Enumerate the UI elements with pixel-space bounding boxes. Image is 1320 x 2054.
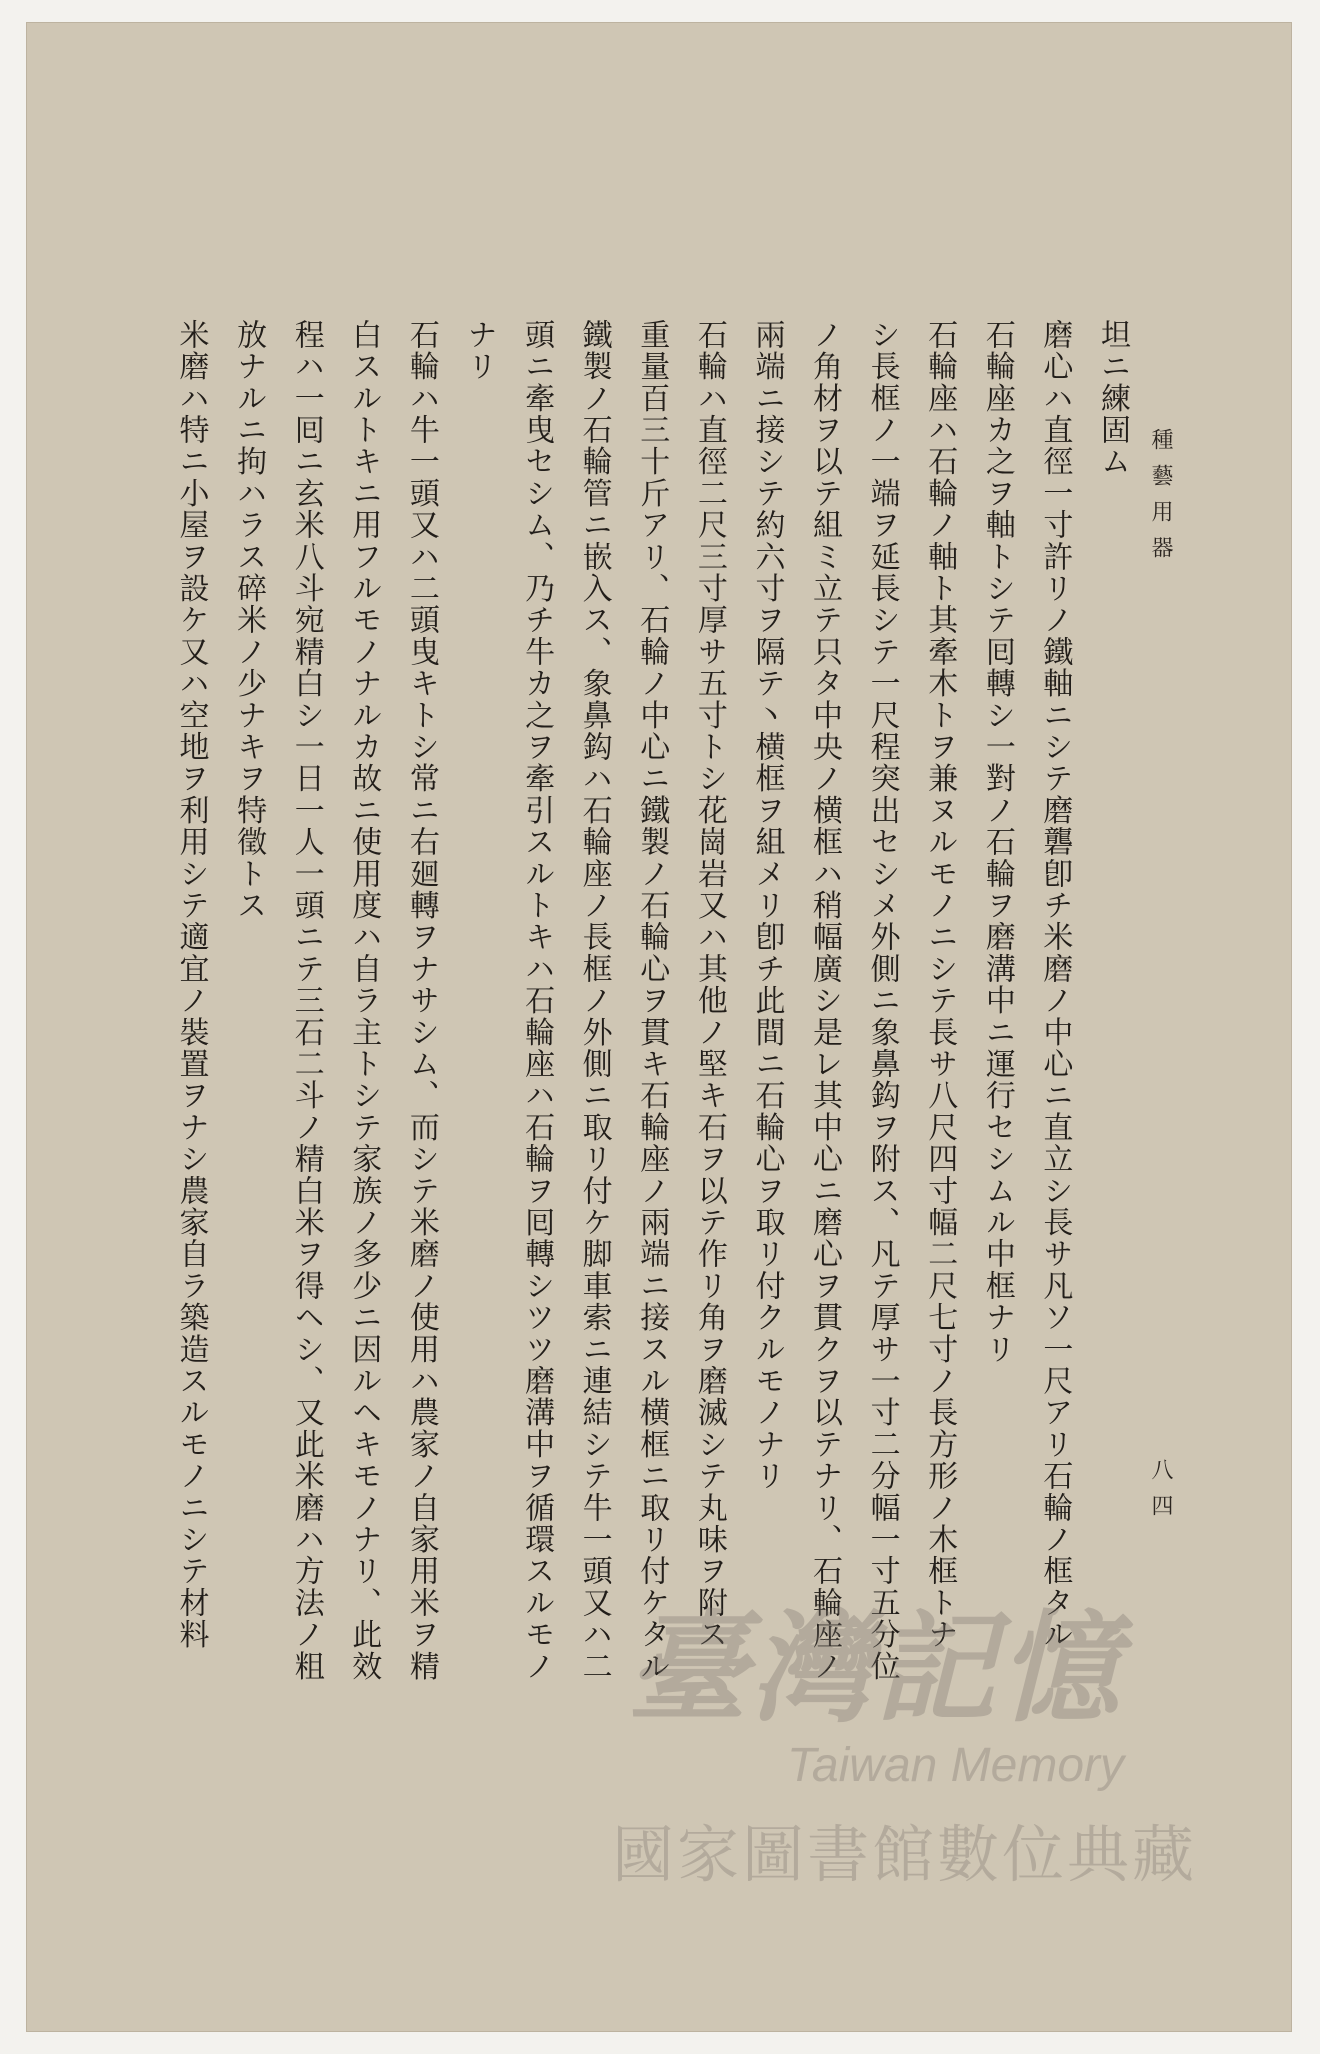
text-column: 石輪ハ牛一頭又ハ二頭曳キトシ常ニ右廻轉ヲナサシム、而シテ米磨ノ使用ハ農家ノ自家用米ヲ精 <box>403 319 439 1683</box>
book-page <box>26 22 1292 2032</box>
body-text <box>162 319 1141 1879</box>
watermark-english: Taiwan Memory <box>787 1739 1125 1792</box>
watermark-logo: 臺灣記憶 <box>627 1598 1123 1739</box>
text-column: 程ハ一囘ニ玄米八斗宛精白シ一日一人一頭ニテ三石二斗ノ精白米ヲ得ヘシ、又此米磨ハ方法ノ粗 <box>288 319 324 1683</box>
running-title: 種藝用器 <box>1148 428 1173 572</box>
text-column: 鐵製ノ石輪管ニ嵌入ス、象鼻鈎ハ石輪座ノ長框ノ外側ニ取リ付ケ脚車索ニ連結シテ牛一頭又ハ二 <box>576 319 612 1683</box>
text-column: 頭ニ牽曳セシム、乃チ牛カ之ヲ牽引スルトキハ石輪座ハ石輪ヲ囘轉シツツ磨溝中ヲ循環スルモノ <box>519 319 555 1683</box>
text-column: ナリ <box>461 319 497 383</box>
text-column: 放ナルニ拘ハラス碎米ノ少ナキヲ特徵トス <box>231 319 267 922</box>
text-column: 石輪座カ之ヲ軸トシテ囘轉シ一對ノ石輪ヲ磨溝中ニ運行セシムル中框ナリ <box>979 319 1015 1366</box>
text-column: ノ角材ヲ以テ組ミ立テ只タ中央ノ横框ハ稍幅廣シ是レ其中心ニ磨心ヲ貫クヲ以テナリ、石輪座ノ <box>807 319 843 1683</box>
page-number: 八四 <box>1148 1458 1173 1530</box>
text-column: 石輪座ハ石輪ノ軸ト其牽木トヲ兼ヌルモノニシテ長サ八尺四寸幅二尺七寸ノ長方形ノ木框トナ <box>922 319 958 1651</box>
text-column: 兩端ニ接シテ約六寸ヲ隔テ丶横框ヲ組メリ卽チ此間ニ石輪心ヲ取リ付クルモノナリ <box>749 319 785 1492</box>
text-column: 米磨ハ特ニ小屋ヲ設ケ又ハ空地ヲ利用シテ適宜ノ裝置ヲナシ農家自ラ築造スルモノニシテ材料 <box>173 319 209 1651</box>
text-column: 白スルトキニ用フルモノナルカ故ニ使用度ハ自ラ主トシテ家族ノ多少ニ因ルヘキモノナリ、此效 <box>346 319 382 1683</box>
text-column: シ長框ノ一端ヲ延長シテ一尺程突出セシメ外側ニ象鼻鈎ヲ附ス、凡テ厚サ一寸二分幅一寸五分位 <box>864 319 900 1683</box>
text-column: 重量百三十斤アリ、石輪ノ中心ニ鐵製ノ石輪心ヲ貫キ石輪座ノ兩端ニ接スル横框ニ取リ付ケタル <box>634 319 670 1683</box>
watermark-chinese: 國家圖書館數位典藏 <box>612 1818 1198 1891</box>
text-column: 磨心ハ直徑一寸許リノ鐵軸ニシテ磨礱卽チ米磨ノ中心ニ直立シ長サ凡ソ一尺アリ石輪ノ框タル <box>1037 319 1073 1651</box>
text-column: 坦ニ練固ム <box>1095 319 1130 478</box>
text-column: 石輪ハ直徑二尺三寸厚サ五寸トシ花崗岩又ハ其他ノ堅キ石ヲ以テ作リ角ヲ磨滅シテ丸味ヲ附ス <box>691 319 727 1651</box>
